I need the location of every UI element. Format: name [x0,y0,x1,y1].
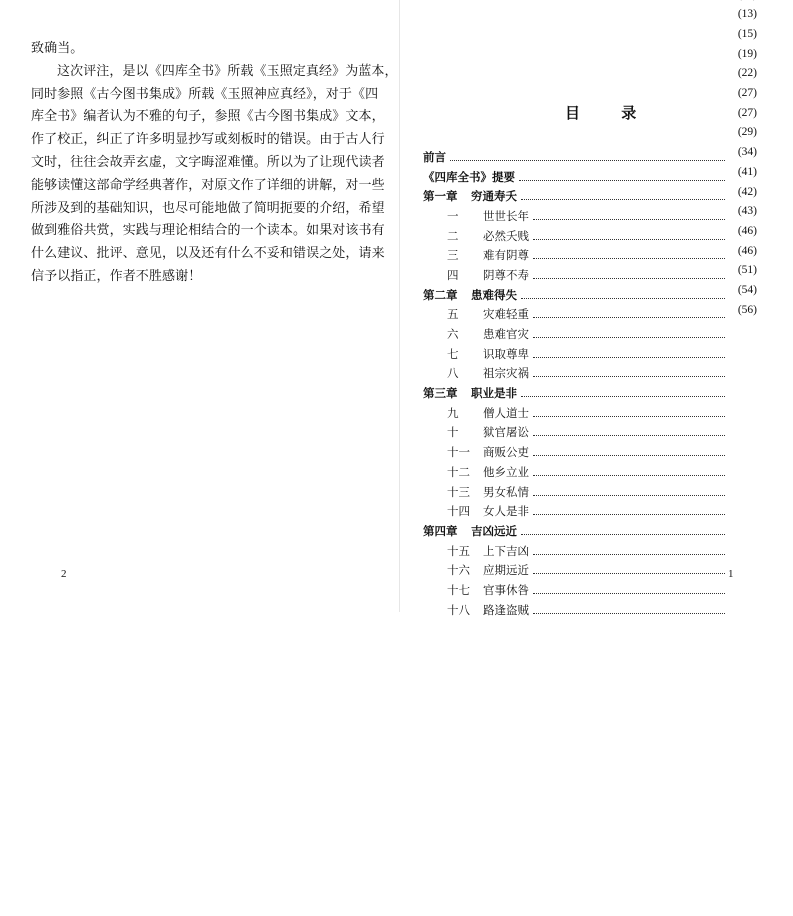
dot-leader [533,454,725,456]
dot-leader [533,572,725,574]
toc-entry-page: (19) [737,47,757,60]
toc-entry-page: (34) [737,146,757,159]
toc-entry-number: 五 [447,307,459,322]
toc-entry-page: (41) [737,165,757,178]
toc-entry-title: 吉凶远近 [471,523,517,538]
text-line: 能够读懂这部命学经典著作，对原文作了详细的讲解，对一些 [31,177,385,193]
toc-entry-number: 十二 [447,464,470,479]
toc-entry-title: 上下吉凶 [483,543,529,558]
toc-entry-page: (15) [737,28,757,41]
toc-entry-number: 十一 [447,445,470,460]
toc-entry-number: 十五 [447,543,470,558]
toc-entry-number: 十四 [447,504,470,519]
dot-leader [533,494,725,496]
toc-entry-number: 十八 [447,602,470,617]
text-line: 信予以指正，作者不胜感谢！ [31,268,202,284]
toc-entry-page: (46) [737,244,757,257]
dot-leader [533,356,725,358]
dot-leader [519,179,725,181]
toc-entry[interactable] [423,245,757,265]
toc-title: 目 录 [565,104,655,122]
toc-entry-page: (42) [737,185,757,198]
toc-entry[interactable] [423,206,757,226]
dot-leader [521,533,725,535]
toc-entry-title: 男女私情 [483,484,529,499]
toc-entry[interactable] [423,147,757,167]
dot-leader [521,297,725,299]
toc-entry-title: 《四库全书》提要 [423,169,515,184]
right-page [400,0,793,617]
dot-leader [533,415,725,417]
toc-entry[interactable] [423,186,757,206]
toc-entry-page: (56) [737,303,757,316]
toc-entry-title: 职业是非 [471,386,517,401]
toc-entry-title: 应期远近 [483,563,529,578]
text-line: 库全书》编者认为不雅的句子，参照《古今图书集成》文本， [31,109,385,125]
toc-entry-page: (22) [737,67,757,80]
dot-leader [533,474,725,476]
toc-entry[interactable] [423,167,757,187]
toc-entry-number: 六 [447,327,459,342]
toc-entry-number: 二 [447,228,459,243]
toc-entry-title: 他乡立业 [483,464,529,479]
toc-entry-number: 第三章 [423,386,458,401]
dot-leader [533,336,725,338]
toc-entry-number: 三 [447,248,459,263]
dot-leader [533,592,725,594]
toc-entry-page: (29) [737,126,757,139]
toc-entry-number: 四 [447,267,459,282]
toc-entry-title: 路逢盗贼 [483,602,529,617]
toc-entry-page: (43) [737,205,757,218]
toc-entry-title: 世世长年 [483,208,529,223]
toc-entry-title: 官事休咎 [483,582,529,597]
dot-leader [521,395,725,397]
toc-entry[interactable] [423,285,757,305]
toc-entry-title: 阴尊不寿 [483,267,529,282]
toc-entry-number: 第二章 [423,287,458,302]
page-number-left: 2 [61,568,67,580]
preface-paragraph [31,38,398,289]
dot-leader [533,375,725,377]
toc-entry-page: (54) [737,283,757,296]
dot-leader [533,257,725,259]
toc-entry-title: 灾难轻重 [483,307,529,322]
toc-entry-title: 狱官屠讼 [483,425,529,440]
text-line: 致确当。 [31,41,84,56]
dot-leader [533,218,725,220]
toc-entry-title: 祖宗灾祸 [483,366,529,381]
dot-leader [450,159,725,161]
toc-entry-number: 十 [447,425,459,440]
toc-entry-number: 十三 [447,484,470,499]
toc-entry-title: 穷通寿夭 [471,189,517,204]
dot-leader [533,553,725,555]
toc-entry-number: 十六 [447,563,470,578]
toc-entry[interactable] [423,226,757,246]
left-page [0,0,400,612]
toc-entry-title: 女人是非 [483,504,529,519]
toc-entry-number: 十七 [447,582,470,597]
text-line: 文时，往往会故弄玄虚，文字晦涩难懂。所以为了让现代读者 [31,154,385,170]
toc-entry[interactable] [423,265,757,285]
text-line: 什么建议、批评、意见，以及还有什么不妥和错误之处，请来 [31,246,385,262]
text-line: 这次评注，是以《四库全书》所载《玉照定真经》为蓝本， [57,63,398,79]
toc-entry-number: 九 [447,405,459,420]
toc-entry-number: 七 [447,346,459,361]
dot-leader [533,238,725,240]
toc-entry-title: 难有阴尊 [483,248,529,263]
toc-entry-title: 识取尊卑 [483,346,529,361]
toc-entry-page: (51) [737,264,757,277]
toc-entry-title: 患难得失 [471,287,517,302]
toc-entry-title: 必然夭贱 [483,228,529,243]
toc-entry-title: 患难官灾 [483,327,529,342]
toc-entry-number: 一 [447,208,459,223]
toc-entry-title: 僧人道士 [483,405,529,420]
page-number-right: 1 [728,568,734,580]
dot-leader [533,434,725,436]
dot-leader [521,198,725,200]
toc-entry-number: 第一章 [423,189,458,204]
toc-entry-number: 第四章 [423,523,458,538]
dot-leader [533,277,725,279]
toc-entry-title: 前言 [423,149,446,164]
toc-entry-title: 商贩公吏 [483,445,529,460]
text-line: 作了校正，纠正了许多明显抄写或刻板时的错误。由于古人行 [31,132,385,148]
toc-entry-page: (13) [737,8,757,21]
text-line: 同时参照《古今图书集成》所载《玉照神应真经》，对于《四 [31,86,379,102]
text-line: 做到雅俗共赏，实践与理论相结合的一个读本。如果对该书有 [31,223,385,239]
toc-entry-page: (27) [737,87,757,100]
dot-leader [533,316,725,318]
text-line: 所涉及到的基础知识，也尽可能地做了简明扼要的介绍，希望 [31,200,385,216]
toc-entry-number: 八 [447,366,459,381]
toc-entry-page: (46) [737,224,757,237]
toc-entry-page: (27) [737,106,757,119]
dot-leader [533,513,725,515]
